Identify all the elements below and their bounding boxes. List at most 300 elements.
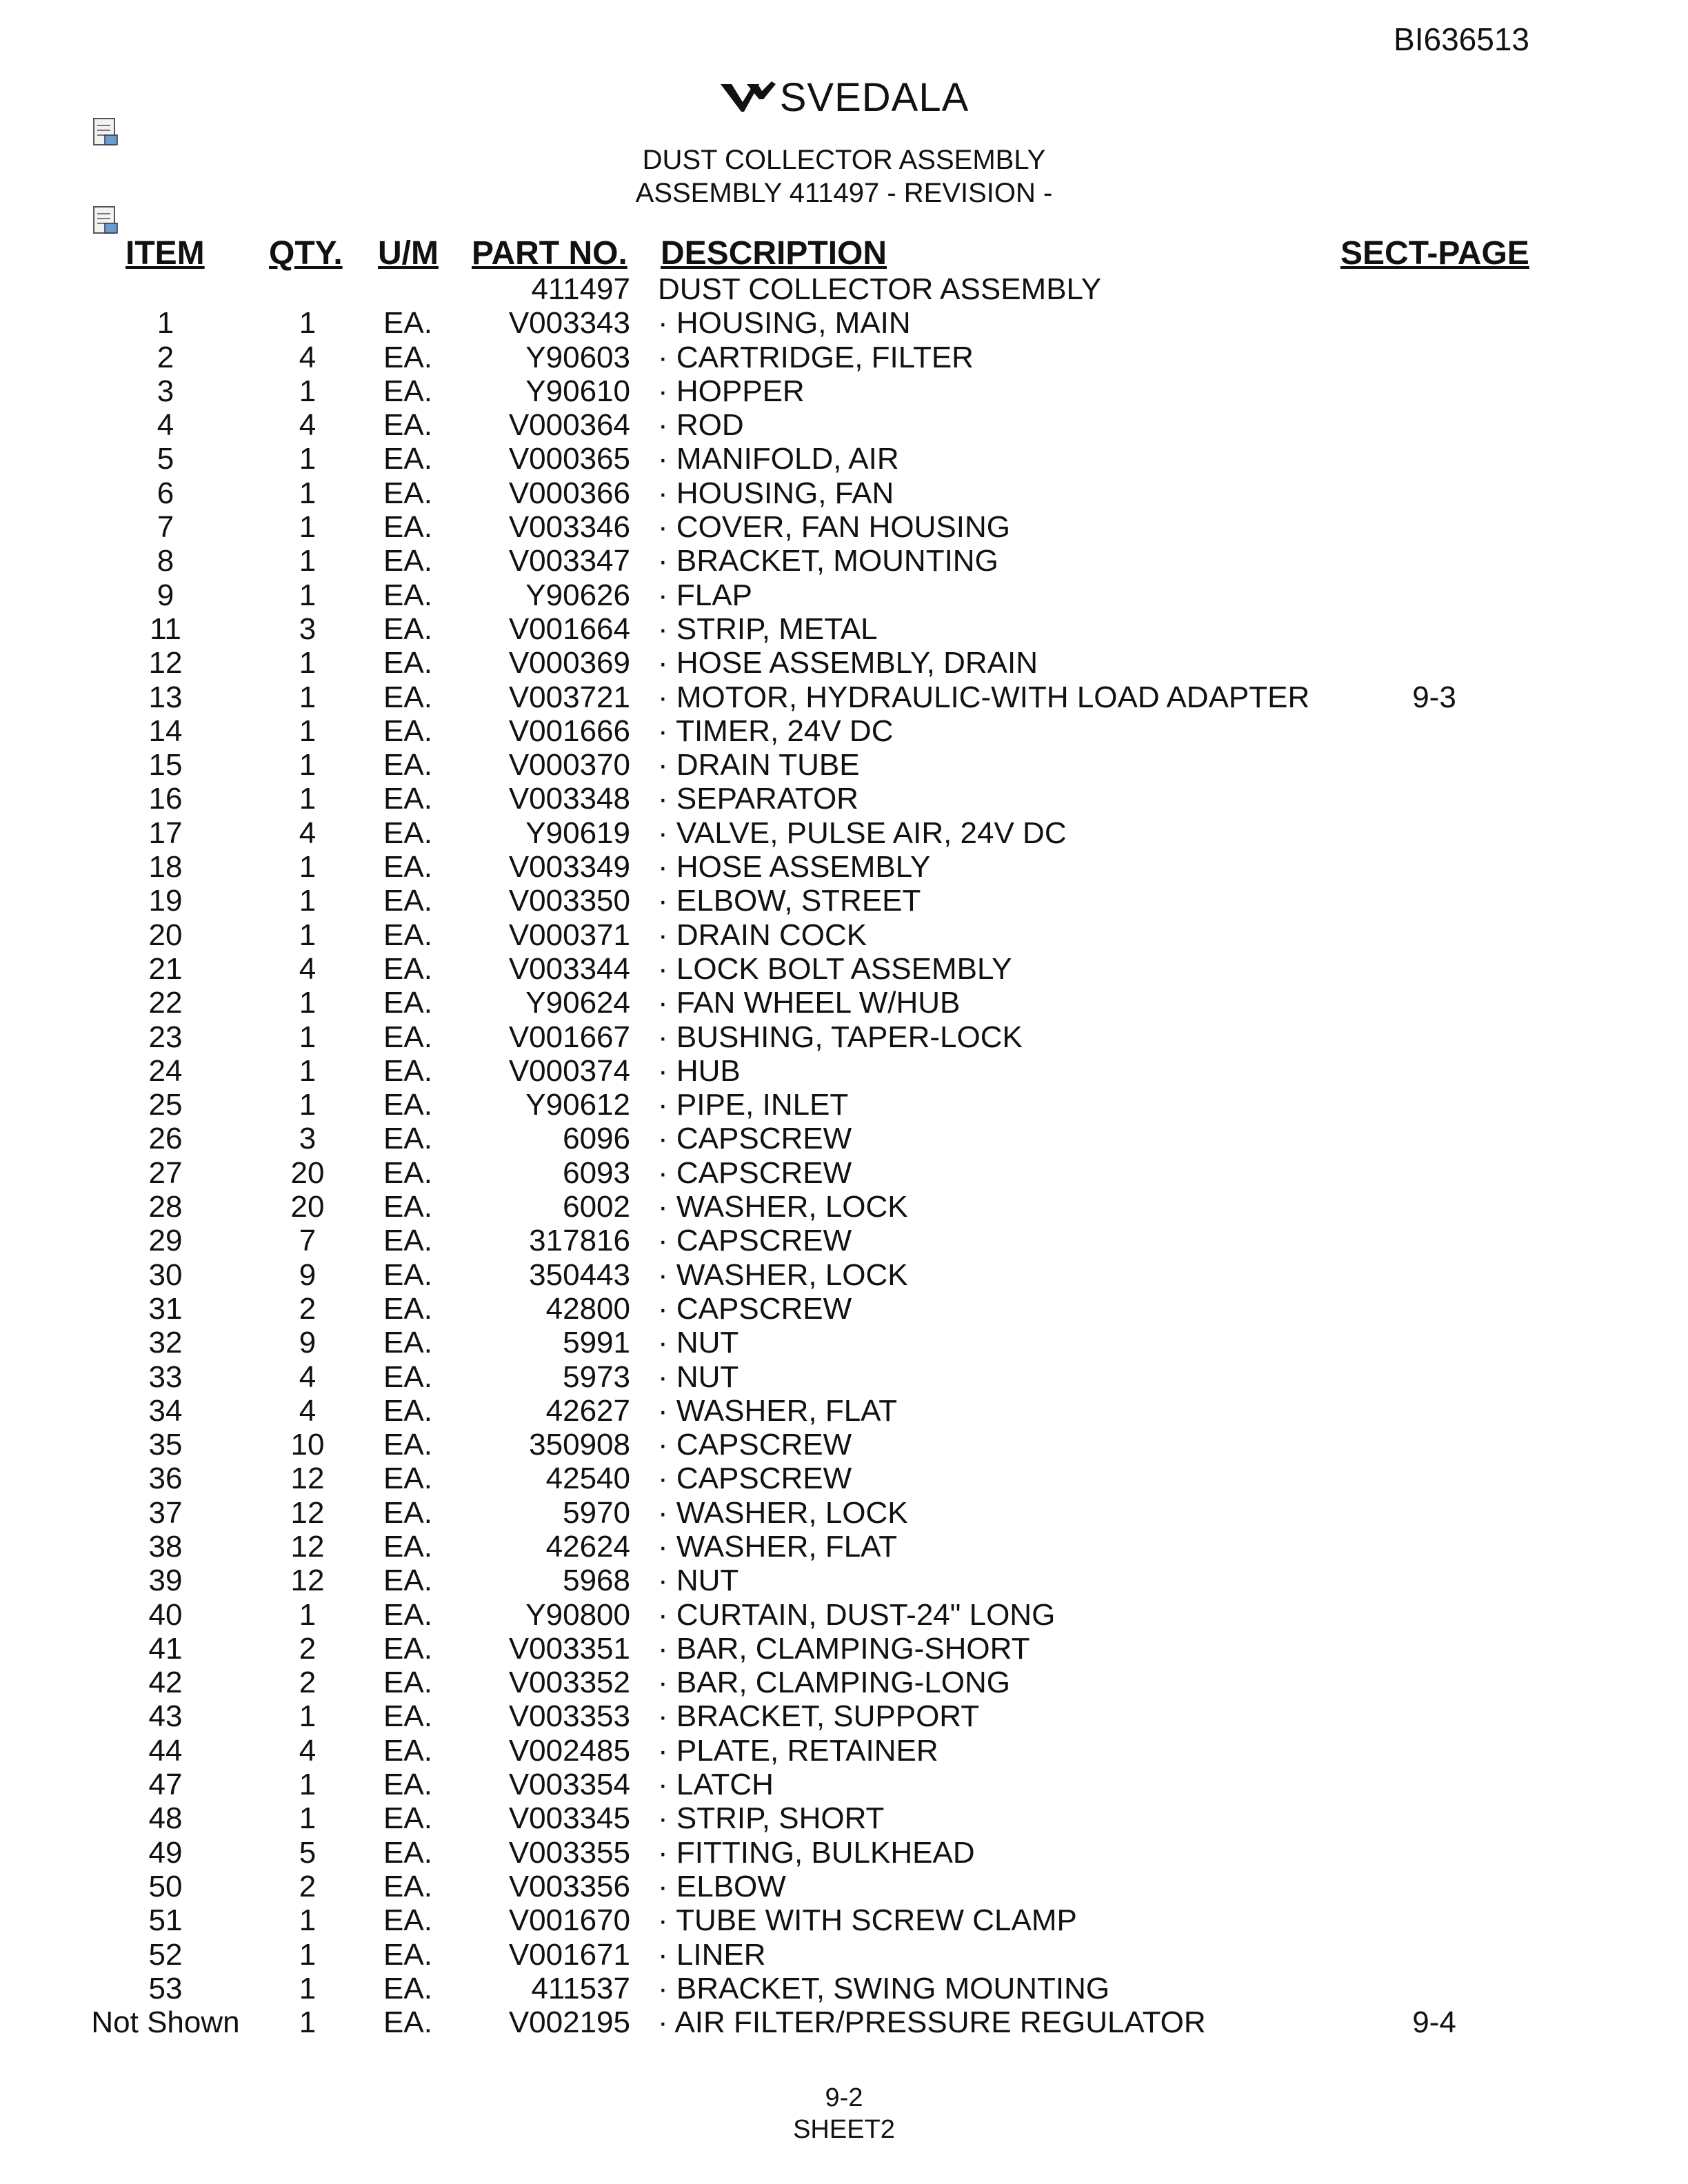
um-cell: EA. bbox=[383, 1428, 432, 1462]
item-cell: 9 bbox=[157, 578, 174, 612]
qty-cell: 12 bbox=[290, 1564, 325, 1598]
part-number-cell: V000364 bbox=[508, 408, 630, 443]
item-cell: 43 bbox=[148, 1699, 183, 1734]
qty-cell: 7 bbox=[299, 1224, 316, 1258]
header-qty: QTY. bbox=[269, 235, 343, 272]
um-cell: EA. bbox=[383, 578, 432, 612]
um-cell: EA. bbox=[383, 374, 432, 408]
description-cell: · TIMER, 24V DC bbox=[658, 714, 894, 748]
item-cell: 21 bbox=[148, 951, 183, 986]
table-row bbox=[0, 816, 1688, 850]
part-number-cell: V001666 bbox=[508, 714, 630, 748]
description-cell: · CAPSCREW bbox=[658, 1428, 852, 1462]
part-number-cell: V000369 bbox=[508, 646, 630, 680]
item-cell: 3 bbox=[157, 374, 174, 408]
um-cell: EA. bbox=[383, 408, 432, 443]
table-row bbox=[0, 442, 1688, 476]
um-cell: EA. bbox=[383, 1257, 432, 1292]
item-cell: 47 bbox=[148, 1768, 183, 1802]
item-cell: 51 bbox=[148, 1903, 183, 1938]
qty-cell: 1 bbox=[299, 884, 316, 918]
qty-cell: 2 bbox=[299, 1666, 316, 1700]
table-row bbox=[0, 714, 1688, 748]
qty-cell: 1 bbox=[299, 1053, 316, 1088]
um-cell: EA. bbox=[383, 748, 432, 782]
table-row bbox=[0, 2005, 1688, 2039]
qty-cell: 1 bbox=[299, 918, 316, 952]
qty-cell: 12 bbox=[290, 1462, 325, 1496]
part-number-cell: V003350 bbox=[508, 884, 630, 918]
description-cell: · TUBE WITH SCREW CLAMP bbox=[658, 1903, 1077, 1938]
description-cell: · LINER bbox=[658, 1937, 766, 1972]
qty-cell: 2 bbox=[299, 1291, 316, 1326]
table-row bbox=[0, 952, 1688, 986]
um-cell: EA. bbox=[383, 2005, 432, 2040]
um-cell: EA. bbox=[383, 1020, 432, 1054]
description-cell: · ELBOW, STREET bbox=[658, 884, 921, 918]
item-cell: 8 bbox=[157, 544, 174, 578]
description-cell: · CAPSCREW bbox=[658, 1224, 852, 1258]
table-row bbox=[0, 1870, 1688, 1903]
qty-cell: 1 bbox=[299, 1597, 316, 1632]
sect-page-cell: 9-4 bbox=[1412, 2005, 1456, 2040]
table-row bbox=[0, 544, 1688, 578]
description-cell: · FITTING, BULKHEAD bbox=[658, 1835, 975, 1870]
table-row bbox=[0, 1258, 1688, 1292]
table-row bbox=[0, 1564, 1688, 1597]
item-cell: 4 bbox=[157, 408, 174, 443]
um-cell: EA. bbox=[383, 611, 432, 646]
part-number-cell: Y90612 bbox=[525, 1088, 630, 1122]
qty-cell: 1 bbox=[299, 578, 316, 612]
part-number-cell: V003354 bbox=[508, 1768, 630, 1802]
description-cell: · FLAP bbox=[658, 578, 752, 612]
part-number-cell: 42540 bbox=[545, 1462, 630, 1496]
table-row bbox=[0, 1801, 1688, 1835]
table-row bbox=[0, 986, 1688, 1020]
item-cell: 19 bbox=[148, 884, 183, 918]
table-row bbox=[0, 408, 1688, 442]
qty-cell: 9 bbox=[299, 1257, 316, 1292]
parts-table bbox=[0, 272, 1688, 2039]
um-cell: EA. bbox=[383, 1053, 432, 1088]
title-block bbox=[0, 143, 1688, 210]
part-number-cell: V002485 bbox=[508, 1733, 630, 1768]
um-cell: EA. bbox=[383, 884, 432, 918]
table-row bbox=[0, 1020, 1688, 1054]
qty-cell: 1 bbox=[299, 782, 316, 816]
item-cell: 50 bbox=[148, 1869, 183, 1903]
qty-cell: 1 bbox=[299, 1801, 316, 1836]
table-row bbox=[0, 1768, 1688, 1801]
table-row bbox=[0, 1394, 1688, 1428]
item-cell: 41 bbox=[148, 1631, 183, 1666]
table-row bbox=[0, 1666, 1688, 1699]
description-cell: · STRIP, SHORT bbox=[658, 1801, 885, 1836]
um-cell: EA. bbox=[383, 1564, 432, 1598]
part-number-cell: V003721 bbox=[508, 680, 630, 714]
item-cell: 48 bbox=[148, 1801, 183, 1836]
table-row bbox=[0, 1428, 1688, 1462]
um-cell: EA. bbox=[383, 1903, 432, 1938]
part-number-cell: V003355 bbox=[508, 1835, 630, 1870]
part-number-cell: 411497 bbox=[531, 272, 630, 306]
part-number-cell: 42627 bbox=[545, 1393, 630, 1428]
table-row bbox=[0, 1903, 1688, 1937]
qty-cell: 1 bbox=[299, 1971, 316, 2005]
item-cell: 34 bbox=[148, 1393, 183, 1428]
part-number-cell: Y90624 bbox=[525, 986, 630, 1020]
item-cell: 36 bbox=[148, 1462, 183, 1496]
um-cell: EA. bbox=[383, 544, 432, 578]
item-cell: 17 bbox=[148, 816, 183, 850]
brand-logo bbox=[0, 74, 1688, 121]
um-cell: EA. bbox=[383, 1291, 432, 1326]
table-row bbox=[0, 1938, 1688, 1972]
description-cell: · HOUSING, FAN bbox=[658, 476, 894, 510]
item-cell: 25 bbox=[148, 1088, 183, 1122]
description-cell: · PIPE, INLET bbox=[658, 1088, 849, 1122]
um-cell: EA. bbox=[383, 510, 432, 545]
item-cell: 7 bbox=[157, 510, 174, 545]
qty-cell: 3 bbox=[299, 1122, 316, 1156]
part-number-cell: 350443 bbox=[529, 1257, 630, 1292]
description-cell: · ELBOW bbox=[658, 1869, 786, 1903]
part-number-cell: 6002 bbox=[563, 1190, 630, 1224]
description-cell: · BRACKET, SUPPORT bbox=[658, 1699, 980, 1734]
item-cell: 23 bbox=[148, 1020, 183, 1054]
item-cell: 15 bbox=[148, 748, 183, 782]
um-cell: EA. bbox=[383, 1190, 432, 1224]
table-row bbox=[0, 748, 1688, 782]
um-cell: EA. bbox=[383, 1666, 432, 1700]
qty-cell: 1 bbox=[299, 1088, 316, 1122]
table-row bbox=[0, 1530, 1688, 1564]
header-sect-page: SECT-PAGE bbox=[1340, 235, 1529, 272]
part-number-cell: V002195 bbox=[508, 2005, 630, 2040]
qty-cell: 4 bbox=[299, 1359, 316, 1394]
description-cell: · BRACKET, MOUNTING bbox=[658, 544, 998, 578]
um-cell: EA. bbox=[383, 918, 432, 952]
item-cell: Not Shown bbox=[91, 2005, 240, 2040]
part-number-cell: V003343 bbox=[508, 306, 630, 341]
item-cell: 24 bbox=[148, 1053, 183, 1088]
um-cell: EA. bbox=[383, 1597, 432, 1632]
table-row bbox=[0, 1122, 1688, 1155]
description-cell: · ROD bbox=[658, 408, 744, 443]
table-row bbox=[0, 1699, 1688, 1733]
part-number-cell: V000366 bbox=[508, 476, 630, 510]
table-row bbox=[0, 1598, 1688, 1632]
description-cell: · CARTRIDGE, FILTER bbox=[658, 340, 974, 374]
description-cell: · CAPSCREW bbox=[658, 1122, 852, 1156]
qty-cell: 4 bbox=[299, 951, 316, 986]
description-cell: · LATCH bbox=[658, 1768, 774, 1802]
item-cell: 30 bbox=[148, 1257, 183, 1292]
table-row bbox=[0, 1734, 1688, 1768]
item-cell: 11 bbox=[150, 611, 181, 646]
table-row bbox=[0, 374, 1688, 408]
qty-cell: 4 bbox=[299, 1733, 316, 1768]
header-description: DESCRIPTION bbox=[661, 235, 887, 272]
description-cell: · VALVE, PULSE AIR, 24V DC bbox=[658, 816, 1067, 850]
qty-cell: 20 bbox=[290, 1155, 325, 1190]
description-cell: · BAR, CLAMPING-SHORT bbox=[658, 1631, 1030, 1666]
item-cell: 26 bbox=[148, 1122, 183, 1156]
table-row bbox=[0, 1360, 1688, 1394]
qty-cell: 5 bbox=[299, 1835, 316, 1870]
part-number-cell: 42800 bbox=[545, 1291, 630, 1326]
qty-cell: 4 bbox=[299, 816, 316, 850]
table-row bbox=[0, 782, 1688, 816]
description-cell: · LOCK BOLT ASSEMBLY bbox=[658, 951, 1012, 986]
table-row bbox=[0, 1156, 1688, 1190]
part-number-cell: V003356 bbox=[508, 1869, 630, 1903]
qty-cell: 1 bbox=[299, 1937, 316, 1972]
item-cell: 5 bbox=[157, 442, 174, 476]
table-row bbox=[0, 646, 1688, 680]
table-row bbox=[0, 272, 1688, 306]
um-cell: EA. bbox=[383, 646, 432, 680]
qty-cell: 1 bbox=[299, 544, 316, 578]
description-cell: · CAPSCREW bbox=[658, 1462, 852, 1496]
item-cell: 27 bbox=[148, 1155, 183, 1190]
qty-cell: 2 bbox=[299, 1869, 316, 1903]
item-cell: 16 bbox=[148, 782, 183, 816]
um-cell: EA. bbox=[383, 1631, 432, 1666]
table-row bbox=[0, 850, 1688, 884]
item-cell: 20 bbox=[148, 918, 183, 952]
um-cell: EA. bbox=[383, 680, 432, 714]
table-row bbox=[0, 918, 1688, 952]
qty-cell: 9 bbox=[299, 1326, 316, 1360]
item-cell: 39 bbox=[148, 1564, 183, 1598]
um-cell: EA. bbox=[383, 1869, 432, 1903]
qty-cell: 1 bbox=[299, 714, 316, 748]
sect-page-cell: 9-3 bbox=[1412, 680, 1456, 714]
qty-cell: 10 bbox=[290, 1428, 325, 1462]
um-cell: EA. bbox=[383, 1393, 432, 1428]
qty-cell: 1 bbox=[299, 2005, 316, 2040]
item-cell: 12 bbox=[148, 646, 183, 680]
um-cell: EA. bbox=[383, 1462, 432, 1496]
um-cell: EA. bbox=[383, 1326, 432, 1360]
table-row bbox=[0, 1292, 1688, 1326]
um-cell: EA. bbox=[383, 340, 432, 374]
part-number-cell: V000371 bbox=[508, 918, 630, 952]
table-row bbox=[0, 1462, 1688, 1495]
qty-cell: 12 bbox=[290, 1495, 325, 1530]
um-cell: EA. bbox=[383, 782, 432, 816]
part-number-cell: V003347 bbox=[508, 544, 630, 578]
qty-cell: 1 bbox=[299, 850, 316, 884]
table-row bbox=[0, 510, 1688, 544]
qty-cell: 1 bbox=[299, 680, 316, 714]
description-cell: · WASHER, LOCK bbox=[658, 1190, 908, 1224]
table-row bbox=[0, 341, 1688, 374]
part-number-cell: V000374 bbox=[508, 1053, 630, 1088]
um-cell: EA. bbox=[383, 1768, 432, 1802]
part-number-cell: 5968 bbox=[563, 1564, 630, 1598]
header-um: U/M bbox=[378, 235, 439, 272]
qty-cell: 1 bbox=[299, 646, 316, 680]
um-cell: EA. bbox=[383, 1359, 432, 1394]
document-subtitle: ASSEMBLY 411497 - REVISION - bbox=[635, 178, 1053, 208]
item-cell: 22 bbox=[148, 986, 183, 1020]
um-cell: EA. bbox=[383, 1155, 432, 1190]
table-row bbox=[0, 1224, 1688, 1257]
part-number-cell: 5970 bbox=[563, 1495, 630, 1530]
part-number-cell: V001667 bbox=[508, 1020, 630, 1054]
description-cell: · HUB bbox=[658, 1053, 741, 1088]
part-number-cell: V003346 bbox=[508, 510, 630, 545]
description-cell: · BAR, CLAMPING-LONG bbox=[658, 1666, 1010, 1700]
um-cell: EA. bbox=[383, 1733, 432, 1768]
um-cell: EA. bbox=[383, 1529, 432, 1564]
table-row bbox=[0, 1972, 1688, 2005]
description-cell: · WASHER, LOCK bbox=[658, 1257, 908, 1292]
qty-cell: 1 bbox=[299, 1768, 316, 1802]
um-cell: EA. bbox=[383, 1835, 432, 1870]
part-number-cell: 6096 bbox=[563, 1122, 630, 1156]
table-row bbox=[0, 1496, 1688, 1530]
document-title: DUST COLLECTOR ASSEMBLY bbox=[642, 145, 1046, 175]
item-cell: 14 bbox=[148, 714, 183, 748]
part-number-cell: 5991 bbox=[563, 1326, 630, 1360]
description-cell: · HOSE ASSEMBLY, DRAIN bbox=[658, 646, 1038, 680]
description-cell: · NUT bbox=[658, 1564, 739, 1598]
qty-cell: 3 bbox=[299, 611, 316, 646]
item-cell: 13 bbox=[148, 680, 183, 714]
document-id: BI636513 bbox=[1394, 21, 1529, 57]
um-cell: EA. bbox=[383, 306, 432, 341]
item-cell: 29 bbox=[148, 1224, 183, 1258]
table-row bbox=[0, 1836, 1688, 1870]
part-number-cell: V003352 bbox=[508, 1666, 630, 1700]
description-cell: · SEPARATOR bbox=[658, 782, 858, 816]
um-cell: EA. bbox=[383, 1699, 432, 1734]
item-cell: 40 bbox=[148, 1597, 183, 1632]
table-row bbox=[0, 680, 1688, 714]
qty-cell: 1 bbox=[299, 510, 316, 545]
part-number-cell: V003351 bbox=[508, 1631, 630, 1666]
um-cell: EA. bbox=[383, 714, 432, 748]
part-number-cell: 6093 bbox=[563, 1155, 630, 1190]
qty-cell: 1 bbox=[299, 1903, 316, 1938]
part-number-cell: V000365 bbox=[508, 442, 630, 476]
table-row bbox=[0, 884, 1688, 918]
part-number-cell: Y90603 bbox=[525, 340, 630, 374]
part-number-cell: Y90800 bbox=[525, 1597, 630, 1632]
item-cell: 33 bbox=[148, 1359, 183, 1394]
description-cell: · WASHER, FLAT bbox=[658, 1529, 898, 1564]
qty-cell: 1 bbox=[299, 1699, 316, 1734]
part-number-cell: V001670 bbox=[508, 1903, 630, 1938]
item-cell: 6 bbox=[157, 476, 174, 510]
description-cell: · NUT bbox=[658, 1326, 739, 1360]
item-cell: 31 bbox=[148, 1291, 183, 1326]
um-cell: EA. bbox=[383, 476, 432, 510]
qty-cell: 1 bbox=[299, 748, 316, 782]
svedala-chevron-logo-icon bbox=[719, 79, 777, 117]
qty-cell: 1 bbox=[299, 442, 316, 476]
description-cell: · STRIP, METAL bbox=[658, 611, 878, 646]
item-cell: 1 bbox=[157, 306, 174, 341]
um-cell: EA. bbox=[383, 986, 432, 1020]
description-cell: · WASHER, FLAT bbox=[658, 1393, 898, 1428]
description-cell: · COVER, FAN HOUSING bbox=[658, 510, 1010, 545]
brand-name: SVEDALA bbox=[779, 75, 969, 120]
table-row bbox=[0, 1190, 1688, 1224]
um-cell: EA. bbox=[383, 1224, 432, 1258]
description-cell: · HOSE ASSEMBLY bbox=[658, 850, 931, 884]
item-cell: 44 bbox=[148, 1733, 183, 1768]
table-row bbox=[0, 612, 1688, 646]
part-number-cell: V003344 bbox=[508, 951, 630, 986]
table-row bbox=[0, 476, 1688, 510]
item-cell: 2 bbox=[157, 340, 174, 374]
table-row bbox=[0, 1326, 1688, 1359]
um-cell: EA. bbox=[383, 1801, 432, 1836]
sheet-label: SHEET2 bbox=[793, 2115, 895, 2144]
part-number-cell: V003353 bbox=[508, 1699, 630, 1734]
part-number-cell: V003349 bbox=[508, 850, 630, 884]
table-row bbox=[0, 1632, 1688, 1666]
um-cell: EA. bbox=[383, 442, 432, 476]
qty-cell: 1 bbox=[299, 476, 316, 510]
item-cell: 18 bbox=[148, 850, 183, 884]
description-cell: · WASHER, LOCK bbox=[658, 1495, 908, 1530]
description-cell: · FAN WHEEL W/HUB bbox=[658, 986, 961, 1020]
description-cell: · HOUSING, MAIN bbox=[658, 306, 911, 341]
item-cell: 53 bbox=[148, 1971, 183, 2005]
part-number-cell: 5973 bbox=[563, 1359, 630, 1394]
qty-cell: 4 bbox=[299, 1393, 316, 1428]
qty-cell: 1 bbox=[299, 986, 316, 1020]
table-row bbox=[0, 1088, 1688, 1122]
table-row bbox=[0, 578, 1688, 612]
description-cell: · BRACKET, SWING MOUNTING bbox=[658, 1971, 1110, 2005]
page-number: 9-2 bbox=[825, 2083, 863, 2112]
part-number-cell: 42624 bbox=[545, 1529, 630, 1564]
header-part-no: PART NO. bbox=[472, 235, 627, 272]
item-cell: 32 bbox=[148, 1326, 183, 1360]
qty-cell: 1 bbox=[299, 374, 316, 408]
description-cell: DUST COLLECTOR ASSEMBLY bbox=[658, 272, 1102, 306]
description-cell: · CURTAIN, DUST-24" LONG bbox=[658, 1597, 1056, 1632]
um-cell: EA. bbox=[383, 816, 432, 850]
qty-cell: 12 bbox=[290, 1529, 325, 1564]
description-cell: · AIR FILTER/PRESSURE REGULATOR bbox=[658, 2005, 1206, 2040]
um-cell: EA. bbox=[383, 1937, 432, 1972]
um-cell: EA. bbox=[383, 1088, 432, 1122]
part-number-cell: 317816 bbox=[529, 1224, 630, 1258]
description-cell: · PLATE, RETAINER bbox=[658, 1733, 938, 1768]
item-cell: 38 bbox=[148, 1529, 183, 1564]
um-cell: EA. bbox=[383, 1495, 432, 1530]
table-row bbox=[0, 306, 1688, 340]
qty-cell: 1 bbox=[299, 1020, 316, 1054]
document-icon[interactable] bbox=[91, 205, 120, 236]
description-cell: · CAPSCREW bbox=[658, 1155, 852, 1190]
part-number-cell: 411537 bbox=[531, 1971, 630, 2005]
header-item: ITEM bbox=[125, 235, 205, 272]
item-cell: 42 bbox=[148, 1666, 183, 1700]
description-cell: · DRAIN TUBE bbox=[658, 748, 860, 782]
item-cell: 28 bbox=[148, 1190, 183, 1224]
qty-cell: 1 bbox=[299, 306, 316, 341]
description-cell: · MOTOR, HYDRAULIC-WITH LOAD ADAPTER bbox=[658, 680, 1310, 714]
